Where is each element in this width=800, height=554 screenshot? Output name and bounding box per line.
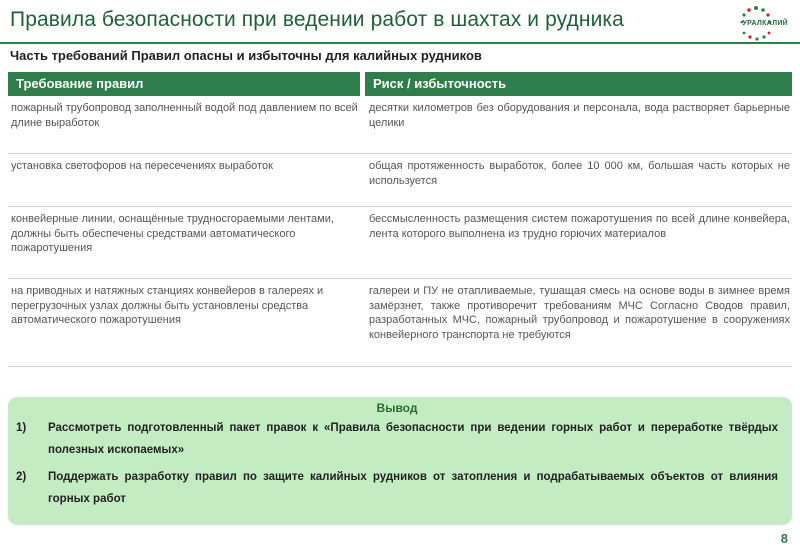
table-row (8, 207, 792, 279)
risk-cell: десятки километров без оборудования и персонала, вода растворяет барьерные целики (369, 102, 790, 129)
logo-text: УРАЛКАЛИЙ (742, 20, 788, 27)
conclusion-title: Вывод (376, 401, 418, 415)
table-row (8, 96, 792, 154)
item-number: 2) (16, 471, 27, 483)
risk-cell: общая протяженность выработок, более 10 000 км, большая часть которых не используется (369, 160, 790, 187)
requirements-table (8, 72, 792, 367)
item-text: Поддержать разработку правил по защите калийных рудников от затопления и подрабатываемых объектов от влияния горных работ (48, 471, 778, 505)
risk-cell: бессмысленность размещения систем пожаротушения по всей длине конвейера, лента которого выполнена из трудно горючих материалов (369, 213, 790, 240)
subtitle: Часть требований Правил опасны и избыточны для калийных рудников (10, 48, 482, 63)
title-divider (0, 42, 800, 44)
requirement-cell: конвейерные линии, оснащённые трудносгораемыми лентами, должны быть обеспечены средствами автоматического пожаротушения (11, 213, 334, 254)
risk-cell: галереи и ПУ не отапливаемые, тушащая смесь на основе воды в зимнее время замёрзнет, также противоречит требованиям МЧС Согласно Сводов правил, разработанных МЧС, пожарный трубопровод и пожаротушение в сооружениях конвейерного транспорта не требуются (369, 285, 790, 341)
item-number: 1) (16, 422, 27, 434)
requirement-cell: на приводных и натяжных станциях конвейеров в галереях и перегрузочных узлах должны быть установлены средства автоматического пожаротушения (11, 285, 324, 326)
requirement-cell: установка светофоров на пересечениях выработок (11, 160, 273, 172)
conclusion-item (16, 466, 778, 510)
table-row (8, 154, 792, 207)
conclusion-item (16, 417, 778, 461)
table-row (8, 279, 792, 367)
column-header-requirement: Требование правил (8, 72, 360, 96)
requirement-cell: пожарный трубопровод заполненный водой под давлением по всей длине выработок (11, 102, 358, 129)
column-header-risk: Риск / избыточность (365, 72, 792, 96)
conclusion-box (8, 397, 792, 525)
table-header (8, 72, 792, 96)
page-title: Правила безопасности при ведении работ в шахтах и рудника (10, 8, 624, 31)
item-text: Рассмотреть подготовленный пакет правок к «Правила безопасности при ведении горных работ и переработке твёрдых полезных ископаемых» (48, 422, 778, 456)
page-number: 8 (780, 531, 788, 546)
